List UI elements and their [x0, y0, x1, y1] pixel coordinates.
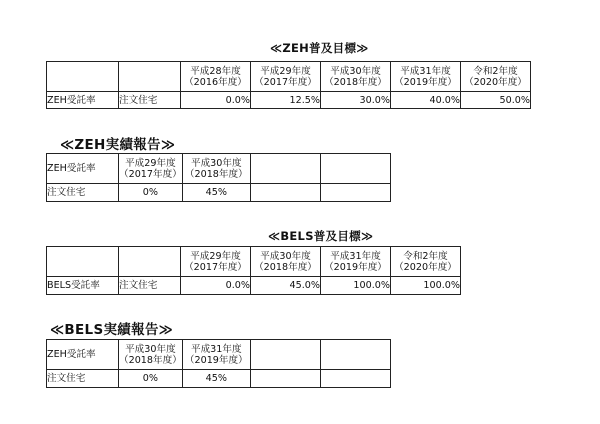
- year-header: 令和2年度 （2020年度）: [461, 62, 531, 92]
- value-cell: 50.0%: [461, 92, 531, 109]
- empty-cell: [320, 154, 390, 184]
- table-header-row: [47, 62, 531, 92]
- value-cell: 45.0%: [251, 277, 321, 295]
- year-header: 平成30年度 （2018年度）: [182, 154, 250, 184]
- row-label: BELS受託率: [47, 277, 119, 295]
- empty-cell: [250, 154, 320, 184]
- empty-cell: [250, 184, 320, 202]
- year-header: 令和2年度 （2020年度）: [391, 247, 461, 277]
- empty-cell: [47, 62, 119, 92]
- year-header: 平成30年度 （2018年度）: [251, 247, 321, 277]
- empty-cell: [320, 184, 390, 202]
- table-row: [47, 92, 531, 109]
- year-header: 平成29年度 （2017年度）: [251, 62, 321, 92]
- value-cell: 30.0%: [321, 92, 391, 109]
- bels-report-title: ≪BELS実績報告≫: [50, 322, 174, 338]
- empty-cell: [119, 247, 181, 277]
- bels-target-title: ≪BELS普及目標≫: [268, 229, 374, 243]
- table-header-row: [47, 340, 391, 370]
- row-label: ZEH受託率: [47, 92, 119, 109]
- sub-label: 注文住宅: [119, 92, 181, 109]
- year-header: 平成30年度 （2018年度）: [321, 62, 391, 92]
- sub-label: 注文住宅: [119, 277, 181, 295]
- table-header-row: [47, 154, 391, 184]
- table-row: [47, 370, 391, 388]
- zeh-report-title: ≪ZEH実績報告≫: [60, 137, 176, 153]
- empty-cell: [47, 247, 119, 277]
- year-header: 平成29年度 （2017年度）: [119, 154, 183, 184]
- value-cell: 0.0%: [181, 277, 251, 295]
- value-cell: 12.5%: [251, 92, 321, 109]
- empty-cell: [250, 340, 320, 370]
- value-cell: 100.0%: [321, 277, 391, 295]
- zeh-target-title: ≪ZEH普及目標≫: [270, 41, 369, 55]
- table-header-row: [47, 247, 461, 277]
- zeh-target-table: [46, 61, 531, 109]
- year-header: 平成29年度 （2017年度）: [181, 247, 251, 277]
- year-header: 平成31年度 （2019年度）: [321, 247, 391, 277]
- empty-cell: [250, 370, 320, 388]
- sub-label: 注文住宅: [47, 184, 119, 202]
- bels-report-table: [46, 339, 391, 388]
- empty-cell: [119, 62, 181, 92]
- value-cell: 100.0%: [391, 277, 461, 295]
- value-cell: 40.0%: [391, 92, 461, 109]
- year-header: 平成31年度 （2019年度）: [182, 340, 250, 370]
- row-label: ZEH受託率: [47, 340, 119, 370]
- year-header: 平成28年度 （2016年度）: [181, 62, 251, 92]
- value-cell: 0.0%: [181, 92, 251, 109]
- bels-target-table: [46, 246, 461, 295]
- table-row: [47, 184, 391, 202]
- sub-label: 注文住宅: [47, 370, 119, 388]
- table-row: [47, 277, 461, 295]
- value-cell: 0%: [119, 184, 183, 202]
- row-label: ZEH受託率: [47, 154, 119, 184]
- empty-cell: [320, 340, 390, 370]
- value-cell: 45%: [182, 184, 250, 202]
- value-cell: 45%: [182, 370, 250, 388]
- empty-cell: [320, 370, 390, 388]
- year-header: 平成30年度 （2018年度）: [119, 340, 183, 370]
- value-cell: 0%: [119, 370, 183, 388]
- year-header: 平成31年度 （2019年度）: [391, 62, 461, 92]
- zeh-report-table: [46, 153, 391, 202]
